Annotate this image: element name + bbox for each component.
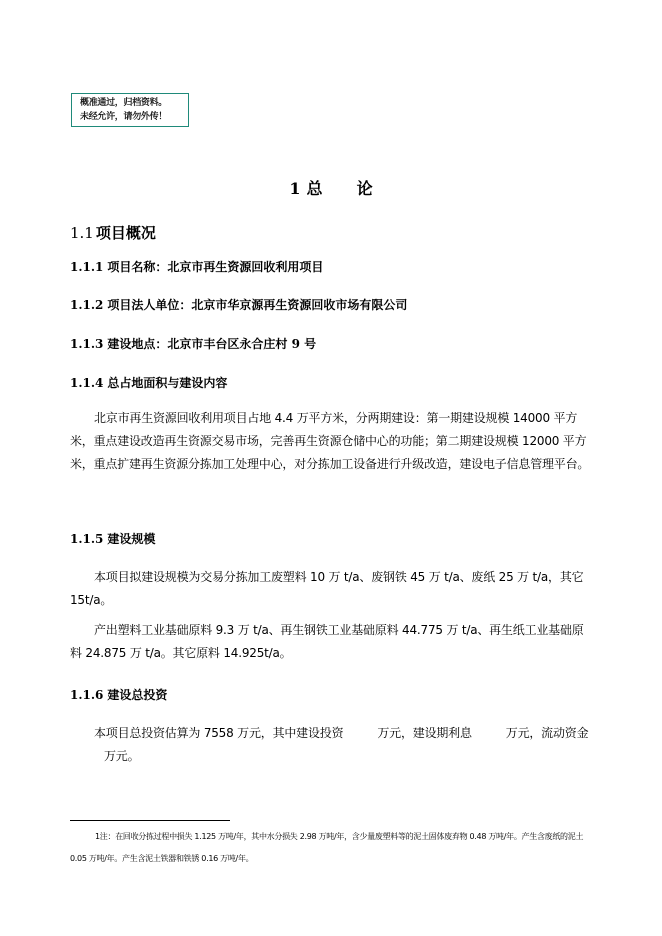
footnote: 1注：在回收分拣过程中损失 1.125 万吨/年，其中水分损失 2.98 万吨/年，含少量废塑料等的泥土固体废弃物 0.48 万吨/年。产生含废纸的泥土 0.05 万吨/年。产生含泥土铁器和铁锈 0.16 万吨/年。 bbox=[70, 832, 584, 863]
footnote-divider bbox=[70, 820, 230, 821]
chapter-title bbox=[0, 176, 662, 199]
heading-number: 1.1.6 bbox=[70, 688, 104, 702]
heading-project-name bbox=[70, 258, 323, 275]
investment-text-2: 万元，建设期利息 bbox=[377, 726, 472, 740]
approval-stamp bbox=[71, 93, 189, 127]
section-number: 1.1 bbox=[70, 224, 94, 242]
heading-area-content bbox=[70, 374, 227, 391]
heading-location bbox=[70, 335, 316, 352]
stamp-line-2: 未经允许，请勿外传！ bbox=[80, 112, 168, 122]
paragraph-area-content: 北京市再生资源回收利用项目占地 4.4 万平方米，分两期建设：第一期建设规模 14000 平方米，重点建设改造再生资源交易市场，完善再生资源仓储中心的功能；第二期建设规模 12000 平方米，重点扩建再生资源分拣加工处理中心，对分拣加工设备进行升级改造，建设电子信息管理平台。 bbox=[70, 411, 590, 471]
investment-text-3: 万元，流动资金 bbox=[505, 726, 589, 740]
investment-text-1: 本项目总投资估算为 7558 万元，其中建设投资 bbox=[94, 726, 344, 740]
heading-text: 项目法人单位：北京市华京源再生资源回收市场有限公司 bbox=[107, 298, 408, 312]
heading-legal-entity bbox=[70, 296, 407, 313]
heading-scale bbox=[70, 530, 155, 547]
heading-text: 建设地点：北京市丰台区永合庄村 9 号 bbox=[107, 337, 317, 351]
section-heading bbox=[70, 222, 156, 243]
heading-text: 建设规模 bbox=[107, 532, 156, 546]
stamp-line-1: 概准通过，归档资料。 bbox=[80, 98, 168, 108]
heading-number: 1.1.1 bbox=[70, 260, 104, 274]
investment-text-4: 万元。 bbox=[104, 749, 140, 763]
heading-number: 1.1.3 bbox=[70, 337, 104, 351]
heading-text: 建设总投资 bbox=[107, 688, 168, 702]
heading-investment bbox=[70, 686, 167, 703]
heading-number: 1.1.4 bbox=[70, 376, 104, 390]
paragraph-investment bbox=[70, 722, 590, 768]
section-title: 项目概况 bbox=[95, 224, 156, 242]
paragraph-scale-1: 本项目拟建设规模为交易分拣加工废塑料 10 万 t/a、废钢铁 45 万 t/a、废纸 25 万 t/a，其它 15t/a。 bbox=[70, 570, 584, 607]
heading-text: 项目名称：北京市再生资源回收利用项目 bbox=[107, 260, 324, 274]
heading-number: 1.1.5 bbox=[70, 532, 104, 546]
chapter-number: 1 bbox=[289, 179, 301, 198]
heading-text: 总占地面积与建设内容 bbox=[107, 376, 228, 390]
paragraph-scale-2: 产出塑料工业基础原料 9.3 万 t/a、再生钢铁工业基础原料 44.775 万 t/a、再生纸工业基础原料 24.875 万 t/a。其它原料 14.925t/a。 bbox=[70, 623, 584, 660]
heading-number: 1.1.2 bbox=[70, 298, 104, 312]
chapter-title-part-2: 论 bbox=[356, 179, 373, 198]
chapter-title-part-1: 总 bbox=[306, 179, 323, 198]
